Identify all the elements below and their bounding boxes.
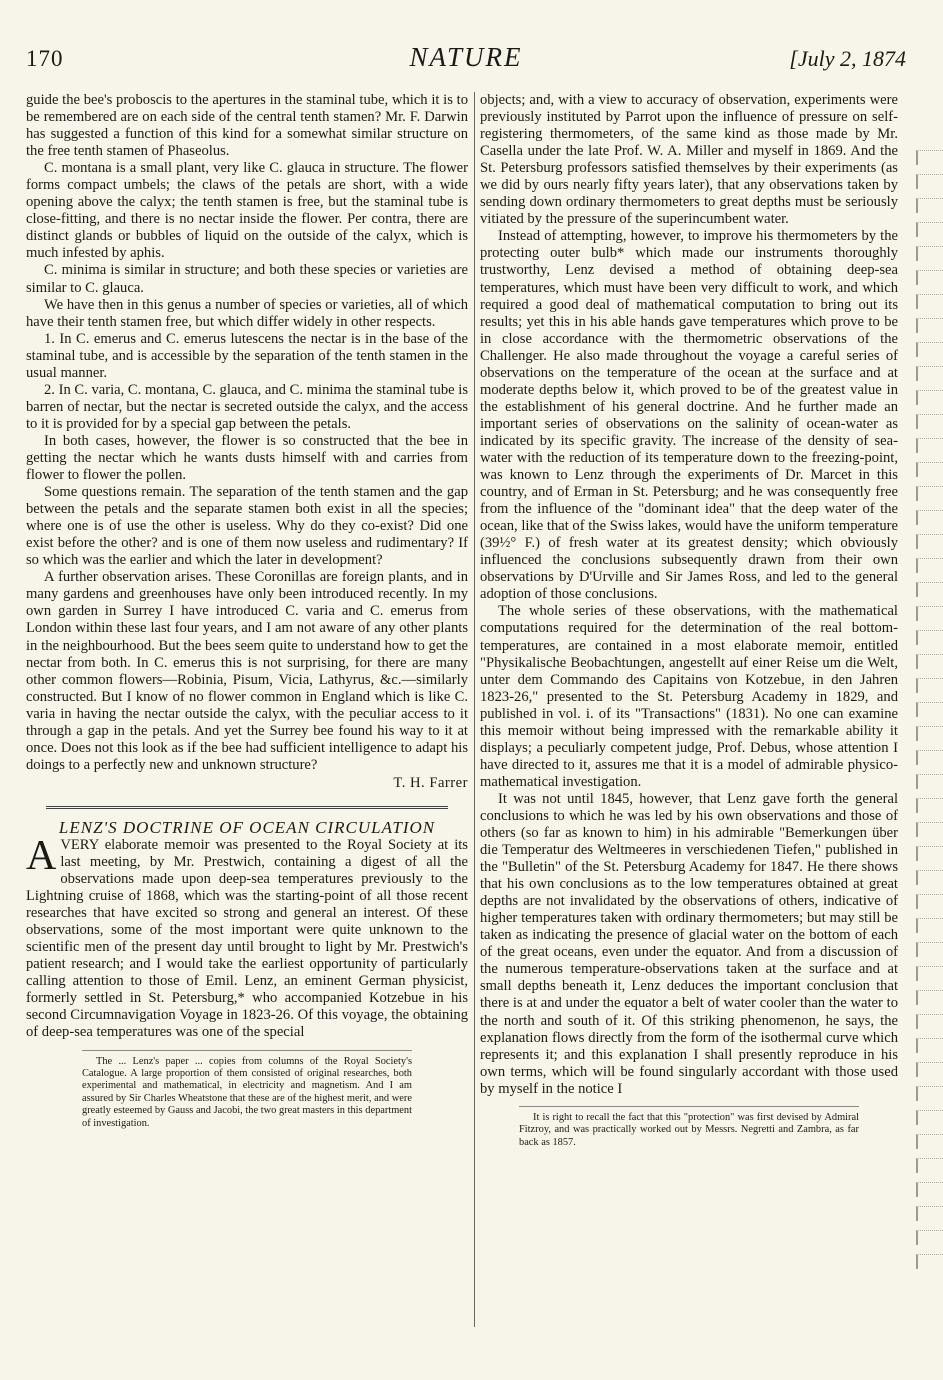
paragraph: 1. In C. emerus and C. emerus lutescens the nectar is in the base of the staminal tube, and is accessible by the separation of the tenth stamen in the usual manner. — [26, 330, 468, 381]
footnote — [519, 1106, 859, 1149]
issue-date: [July 2, 1874 — [789, 46, 906, 71]
left-column — [26, 92, 468, 1130]
paragraph: A further observation arises. These Coronillas are foreign plants, and in many gardens and greenhouses have only been introduced recently. In my own garden in Surrey I have introduced C. varia and C. emerus from London within these last four years, and I am not aware of any other plants in the neighbourhood. But the bees seem quite to understand how to get the nectar from both. In C. emerus this is not surprising, for there are many other common flowers—Robinia, Pisum, Vicia, Lathyrus, &c.—similarly constructed. But I know of no flower common in England which is like C. varia in having the nectar outside the calyx, with the peculiar access to it through a gap in the petals. And yet the Surrey bee found his way to it at once. Does not this look as if the bee had sufficient intelligence to adapt his doings to a perfectly new and unknown structure? — [26, 569, 468, 773]
journal-title: NATURE — [409, 42, 523, 72]
paragraph: guide the bee's proboscis to the apertures in the staminal tube, which it is to be remembered are on each side of the central tenth stamen? Mr. F. Darwin has suggested a function of this kind for a somewhat similar structure on the free tenth stamen of Phaseolus. — [26, 92, 468, 160]
paragraph: VERY elaborate memoir was presented to the Royal Society at its last meeting, by Mr. Prestwich, containing a digest of all the observations made upon deep-sea temperatures previously to the Lightning cruise of 1868, which was the starting-point of all those recent researches that have excited so strong and general an interest. Of these observations, some of the most important were quite unknown to the scientific men of the present day until brought to light by Mr. Prestwich's patient research; and I would take the earliest opportunity of particularly calling attention to those of Emil. Lenz, an eminent German physicist, formerly settled in St. Petersburg,* who accompanied Kotzebue in his second Circumnavigation Voyage in 1823-26. Of this voyage, the obtaining of deep-sea temperatures was one of the special — [26, 836, 468, 1041]
paragraph: It was not until 1845, however, that Lenz gave forth the general conclusions to which he was led by his own observations and those of others (so far as known to him) in his admirable "Bemerkungen über die Temperatur des Weltmeeres in verschiedenen Tiefen," published in the "Bulletin" of the St. Petersburg Academy for 1847. He there shows that his own conclusions as to the low temperatures obtained at great depths are not invalidated by the observations of others, indicative of higher temperatures taken with ordinary thermometers; but may still be taken as indicating the presence of glacial water on the bottom of each of the great oceans, even under the equator. And from a discussion of the numerous temperature-observations taken at the surface and at small depths beneath it, Lenz deduces the important conclusion that there is at and under the equator a belt of water cooler than the water to the north and south of it. Of this striking phenomenon, he says, the explanation flows directly from the form of the isothermal curve which represents it; and this explanation I shall presently reproduce in his own terms, which will be found singularly accordant with those used by myself in the notice I — [480, 790, 898, 1097]
paragraph: objects; and, with a view to accuracy of observation, experiments were previously instituted by Parrot upon the influence of pressure on self-registering thermometers, of the same kind as those made by Mr. Casella under the late Prof. W. A. Miller and myself in 1869. And the St. Petersburg professors satisfied themselves by their experiments (as we did by ours nearly fifty years later), that any observations taken by sending down ordinary thermometers to great depths must be seriously vitiated by the pressure of the superincumbent water. — [480, 92, 898, 228]
article-title: LENZ'S DOCTRINE OF OCEAN CIRCULATION — [58, 817, 436, 837]
footnote — [82, 1050, 412, 1130]
right-column — [480, 92, 898, 1149]
page-header — [26, 42, 906, 82]
paragraph: C. montana is a small plant, very like C. glauca in structure. The flower forms compact umbels; the claws of the petals are short, with a wide opening above the calyx; the tenth stamen is free, but the staminal tube is close-fitting, and there is no nectar inside the flower. Per contra, there are distinct glands or bubbles of liquid on the outside of the calyx, which is much infested by aphis. — [26, 160, 468, 262]
column-divider — [474, 92, 475, 1327]
paragraph: We have then in this genus a number of species or varieties, all of which have their tenth stamen free, but which differ widely in other respects. — [26, 296, 468, 330]
paragraph: The whole series of these observations, with the mathematical computations required for the determination of the real bottom-temperatures, are contained in a most elaborate memoir, entitled "Physikalische Beobachtungen, angestellt auf einer Reise um die Welt, unter dem Commando des Capitains von Kotzebue, in den Jahren 1823-26," presented to the St. Petersburg Academy in 1829, and published in vol. i. of its "Transactions" (1831). No one can examine this memoir without being impressed with the remarkable ability it displays; a peculiarly competent judge, Prof. Debus, whose attention I have directed to it, assures me that it is a model of admirable physico-mathematical investigation. — [480, 603, 898, 790]
page-number: 170 — [26, 46, 64, 71]
paragraph: In both cases, however, the flower is so constructed that the bee in getting the nectar which he wants dusts himself with and carries from flower to flower the pollen. — [26, 432, 468, 484]
paragraph: C. minima is similar in structure; and both these species or varieties are similar to C. glauca. — [26, 262, 468, 296]
adjacent-page-bleed — [916, 150, 943, 1300]
section-divider — [46, 806, 448, 809]
article-lead — [26, 832, 468, 1042]
paragraph: Instead of attempting, however, to improve his thermometers by the protecting outer bulb* which made our instruments thoroughly trustworthy, Lenz devised a method of obtaining deep-sea temperatures, which must have been very difficult to work, and which required a good deal of mathematical computation to bring out its results; yet this in his able hands gave temperatures which prove to be in close accordance with the thermometric observations of the Challenger. He also made throughout the voyage a careful series of observations on the temperature of the ocean at the surface and at moderate depths below it, which proved to be of the greatest value in the establishment of his general doctrine. And he further made an important series of observations on the salinity of ocean-water as indicated by its specific gravity. The increase of the density of sea-water with the reduction of its temperature down to the freezing-point, was known to Lenz through the experiments of Dr. Marcet in this country, and of Erman in St. Petersburg; and he was consequently free from the influence of the "dominant idea" that the deep water of the ocean, like that of the Swiss lakes, would have the uniform temperature (39½° F.) of fresh water at its greatest density; which obviously influenced the conclusions subsequently drawn from their own observations by D'Urville and Sir James Ross, and led to the general adoption of those conclusions. — [480, 228, 898, 603]
footnote-text: It is right to recall the fact that this "protection" was first devised by Admiral Fitzroy, and was practically worked out by Messrs. Negretti and Zambra, as far back as 1857. — [519, 1111, 859, 1148]
author-signature: T. H. Farrer — [393, 774, 468, 791]
paragraph: Some questions remain. The separation of the tenth stamen and the gap between the petals and the separate stamen both exist in all the species; where one is of use the other is useless. Why do they co-exist? Did one exist before the other? and is one of them now useless and rudimentary? If so which was the earlier and which the later in development? — [26, 484, 468, 569]
paragraph: 2. In C. varia, C. montana, C. glauca, and C. minima the staminal tube is barren of nectar, but the nectar is secreted outside the calyx, and the access to it is provided for by a special gap between the petals. — [26, 381, 468, 432]
drop-cap: A — [26, 832, 57, 879]
footnote-text: The ... Lenz's paper ... copies from columns of the Royal Society's Catalogue. A large proportion of them consisted of original researches, both experimental and mathematical, in electricity and magnetism. And I am assured by Sir Charles Wheatstone that these are of the highest merit, and were greatly esteemed by Gauss and Jacobi, the two great masters in this department of investigation. — [82, 1055, 412, 1129]
